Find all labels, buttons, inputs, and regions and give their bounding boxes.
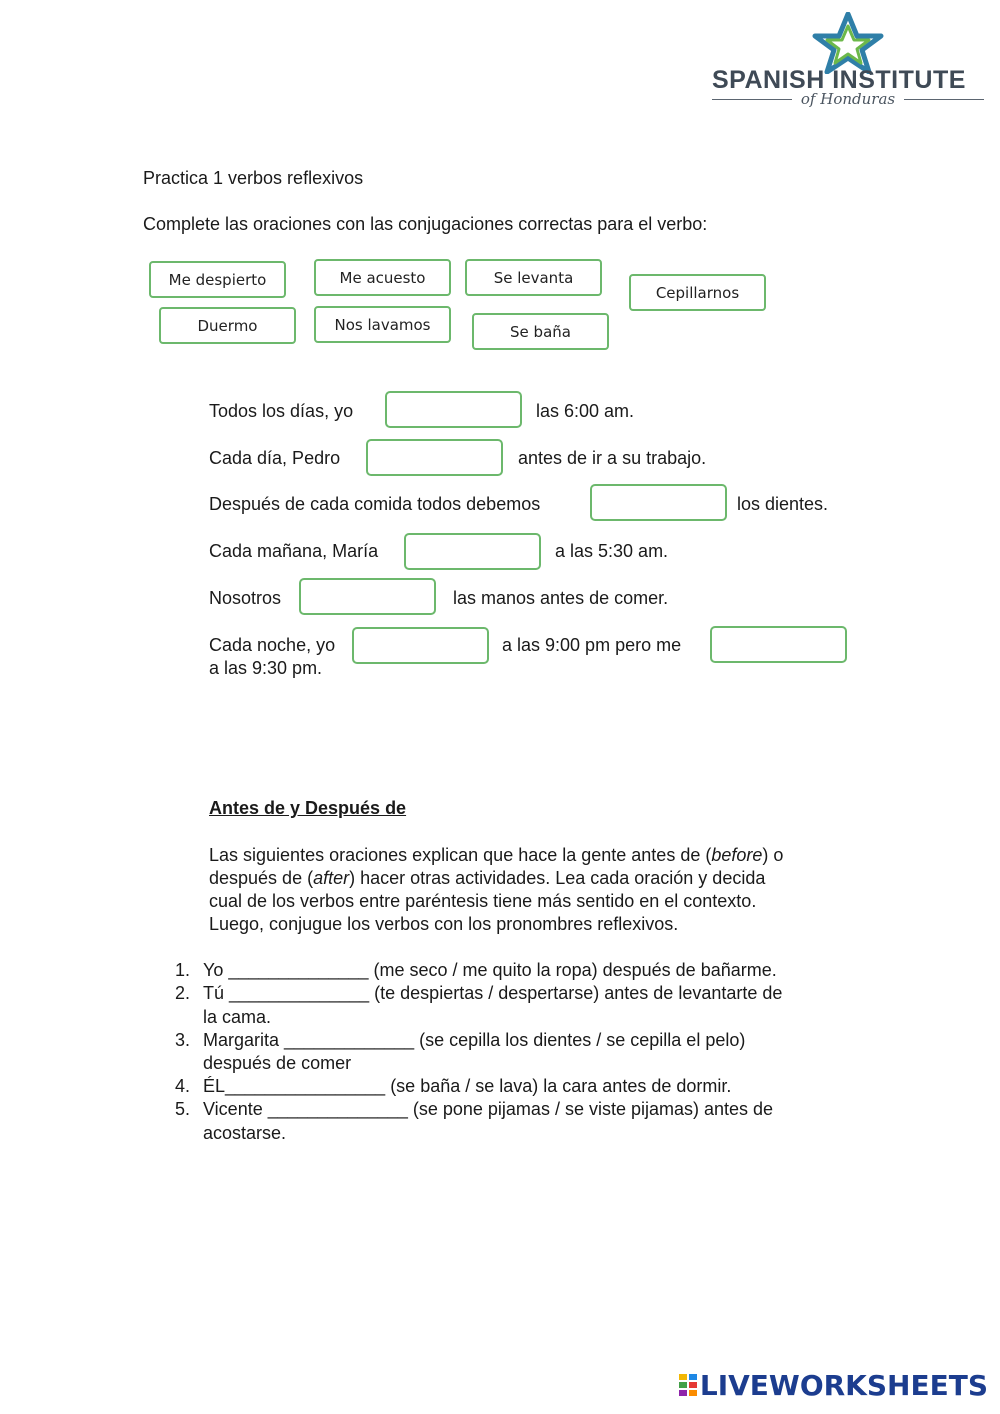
drop-box-5[interactable] bbox=[299, 578, 436, 615]
page-title: Practica 1 verbos reflexivos bbox=[143, 168, 364, 188]
list-item: Margarita _____________ (se cepilla los dientes / se cepilla el pelo) bbox=[203, 1030, 746, 1050]
sentence-4-after: a las 5:30 am. bbox=[555, 541, 669, 561]
word-chip-me-despierto[interactable]: Me despierto bbox=[149, 261, 286, 298]
list-item-continuation: después de comer bbox=[203, 1053, 352, 1073]
word-chip-me-acuesto[interactable]: Me acuesto bbox=[314, 259, 451, 296]
drop-box-6[interactable] bbox=[352, 627, 489, 664]
logo-subtitle-row bbox=[712, 88, 984, 112]
paragraph-line-1 bbox=[209, 844, 783, 867]
list-item: Yo ______________ (me seco / me quito la ropa) después de bañarme. bbox=[203, 960, 777, 980]
list-item: Vicente ______________ (se pone pijamas / se viste pijamas) antes de bbox=[203, 1099, 774, 1119]
drop-box-1[interactable] bbox=[385, 391, 522, 428]
list-item-continuation: acostarse. bbox=[203, 1123, 287, 1143]
liveworksheets-logo bbox=[679, 1370, 988, 1400]
sentence-1-before: Todos los días, yo bbox=[209, 401, 354, 421]
logo-name: SPANISH INSTITUTE bbox=[712, 66, 966, 94]
list-item-continuation: la cama. bbox=[203, 1007, 272, 1027]
liveworksheets-wordmark: LIVEWORKSHEETS bbox=[699, 1368, 988, 1402]
sentence-1-after: las 6:00 am. bbox=[536, 401, 635, 421]
sentence-2-after: antes de ir a su trabajo. bbox=[518, 448, 707, 468]
word-chip-nos-lavamos[interactable]: Nos lavamos bbox=[314, 306, 451, 343]
paragraph-line-2 bbox=[209, 867, 783, 890]
drop-box-2[interactable] bbox=[366, 439, 503, 476]
sentence-3-before: Después de cada comida todos debemos bbox=[209, 494, 541, 514]
drop-box-3[interactable] bbox=[590, 484, 727, 521]
star-logo-icon bbox=[805, 12, 891, 74]
paragraph-emphasis-after: after bbox=[313, 868, 350, 888]
list-item: ÉL________________ (se baña / se lava) la cara antes de dormir. bbox=[203, 1076, 732, 1096]
item-number: 5. bbox=[174, 1099, 190, 1119]
paragraph-text: ) o bbox=[762, 845, 784, 865]
sentence-5-after: las manos antes de comer. bbox=[453, 588, 669, 608]
word-chip-duermo[interactable]: Duermo bbox=[159, 307, 296, 344]
item-number: 4. bbox=[174, 1076, 190, 1096]
instruction-text: Complete las oraciones con las conjugaciones correctas para el verbo: bbox=[143, 214, 708, 234]
sentence-5-before: Nosotros bbox=[209, 588, 282, 608]
paragraph-text: después de ( bbox=[209, 868, 314, 888]
list-item: Tú ______________ (te despiertas / despertarse) antes de levantarte de bbox=[203, 983, 783, 1003]
word-chip-cepillarnos[interactable]: Cepillarnos bbox=[629, 274, 766, 311]
paragraph-text: ) hacer otras actividades. Lea cada oración y decida bbox=[349, 868, 766, 888]
section-heading: Antes de y Después de bbox=[209, 798, 407, 818]
item-number: 2. bbox=[174, 983, 190, 1003]
item-number: 3. bbox=[174, 1030, 190, 1050]
paragraph-line-3: cual de los verbos entre paréntesis tiene más sentido en el contexto. bbox=[209, 891, 757, 911]
liveworksheets-blocks-icon bbox=[679, 1374, 697, 1396]
drop-box-7[interactable] bbox=[710, 626, 847, 663]
item-number: 1. bbox=[174, 960, 190, 980]
sentence-4-before: Cada mañana, María bbox=[209, 541, 379, 561]
word-chip-se-levanta[interactable]: Se levanta bbox=[465, 259, 602, 296]
sentence-6-middle: a las 9:00 pm pero me bbox=[502, 635, 682, 655]
paragraph-emphasis-before: before bbox=[711, 845, 763, 865]
sentence-2-before: Cada día, Pedro bbox=[209, 448, 341, 468]
paragraph-text: Las siguientes oraciones explican que hace la gente antes de ( bbox=[209, 845, 712, 865]
sentence-3-after: los dientes. bbox=[737, 494, 829, 514]
drop-box-4[interactable] bbox=[404, 533, 541, 570]
logo-subtitle: of Honduras bbox=[800, 90, 896, 108]
word-chip-se-bana[interactable]: Se baña bbox=[472, 313, 609, 350]
sentence-6-after: a las 9:30 pm. bbox=[209, 658, 323, 678]
section-paragraph bbox=[209, 844, 783, 936]
paragraph-line-4: Luego, conjugue los verbos con los pronombres reflexivos. bbox=[209, 914, 679, 934]
sentence-6-before: Cada noche, yo bbox=[209, 635, 336, 655]
